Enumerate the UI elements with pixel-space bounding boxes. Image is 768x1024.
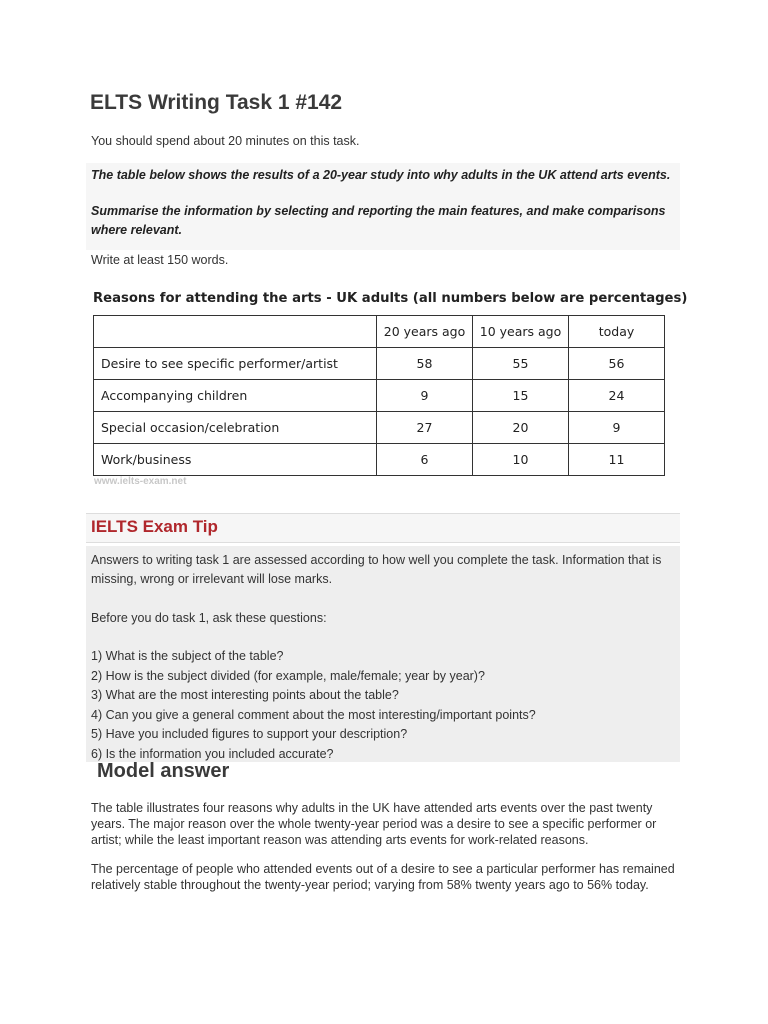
header-cell: 10 years ago bbox=[473, 316, 569, 348]
table-header-row bbox=[94, 316, 665, 348]
task-summary-instruction: Summarise the information by selecting and reporting the main features, and make comparisons where relevant. bbox=[91, 204, 666, 237]
table-cell: 58 bbox=[377, 348, 473, 380]
row-label: Accompanying children bbox=[94, 380, 377, 412]
list-item: 6) Is the information you included accurate? bbox=[91, 746, 334, 761]
table-cell: 55 bbox=[473, 348, 569, 380]
model-answer-title: Model answer bbox=[97, 760, 230, 782]
model-paragraph: The table illustrates four reasons why adults in the UK have attended arts events over the past twenty years. The major reason over the whole twenty-year period was a desire to see a specific performer or artist; while the least important reason was attending arts events for work-related reasons. bbox=[91, 801, 657, 847]
table-cell: 27 bbox=[377, 412, 473, 444]
list-item: 2) How is the subject divided (for example, male/female; year by year)? bbox=[91, 668, 485, 683]
list-item: 1) What is the subject of the table? bbox=[91, 649, 284, 663]
table-row bbox=[94, 348, 665, 380]
table-cell: 24 bbox=[569, 380, 665, 412]
row-label: Special occasion/celebration bbox=[94, 412, 377, 444]
table-cell: 9 bbox=[377, 380, 473, 412]
table-cell: 56 bbox=[569, 348, 665, 380]
question-list bbox=[91, 647, 676, 765]
model-paragraph: The percentage of people who attended events out of a desire to see a particular performer has remained relatively stable throughout the twenty-year period; varying from 58% twenty years ago to 56% today. bbox=[91, 862, 675, 892]
list-item: 3) What are the most interesting points about the table? bbox=[91, 688, 399, 703]
table-cell: 10 bbox=[473, 444, 569, 476]
list-item: 4) Can you give a general comment about the most interesting/important points? bbox=[91, 707, 536, 722]
intro-text: You should spend about 20 minutes on this task. bbox=[91, 134, 360, 148]
tip-box bbox=[86, 546, 680, 762]
table-cell: 15 bbox=[473, 380, 569, 412]
table-row bbox=[94, 380, 665, 412]
page-title: ELTS Writing Task 1 #142 bbox=[90, 91, 343, 114]
header-cell-empty bbox=[94, 316, 377, 348]
data-table bbox=[93, 315, 665, 476]
row-label: Work/business bbox=[94, 444, 377, 476]
row-label: Desire to see specific performer/artist bbox=[94, 348, 377, 380]
table-cell: 20 bbox=[473, 412, 569, 444]
tip-title: IELTS Exam Tip bbox=[91, 517, 218, 536]
task-instructions bbox=[86, 163, 680, 250]
table-title: Reasons for attending the arts - UK adults (all numbers below are percentages) bbox=[93, 291, 688, 306]
task-description: The table below shows the results of a 20-year study into why adults in the UK attend arts events. bbox=[91, 168, 671, 182]
table-cell: 11 bbox=[569, 444, 665, 476]
table-cell: 6 bbox=[377, 444, 473, 476]
table-cell: 9 bbox=[569, 412, 665, 444]
watermark: www.ielts-exam.net bbox=[94, 476, 187, 487]
header-cell: 20 years ago bbox=[377, 316, 473, 348]
tip-paragraph: Answers to writing task 1 are assessed according to how well you complete the task. Information that is missing, wrong or irrelevant will lose marks. bbox=[91, 553, 662, 586]
header-cell: today bbox=[569, 316, 665, 348]
tip-paragraph: Before you do task 1, ask these questions: bbox=[91, 611, 327, 625]
tip-header bbox=[86, 513, 680, 543]
table-row bbox=[94, 412, 665, 444]
table-row bbox=[94, 444, 665, 476]
list-item: 5) Have you included figures to support your description? bbox=[91, 727, 408, 742]
word-requirement: Write at least 150 words. bbox=[91, 253, 229, 267]
